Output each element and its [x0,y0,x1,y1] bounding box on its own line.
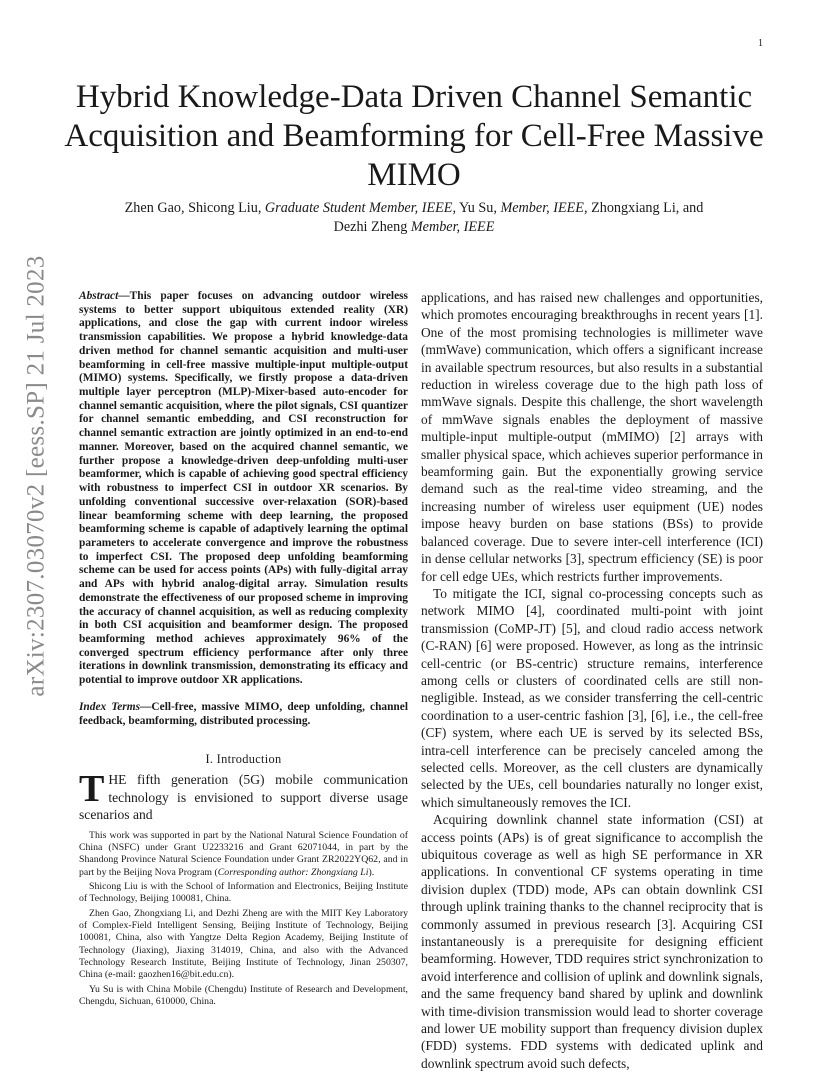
author-list [80,199,748,237]
body-paragraph: Acquiring downlink channel state information (CSI) at access points (APs) is of great significance to accomplish the ubiquitous coverage as well as high SE performance in XR applications. In conventional CF systems operating in time division duplex (TDD) mode, APs can obtain downlink CSI through uplink training thanks to the channel reciprocity that is commonly assumed in previous research [3]. Acquiring CSI instantaneously is a prerequisite for designing efficient beamforming. However, TDD requires strict synchronization to avoid interference and collision of uplink and downlink signals, and the same frequency band shared by uplink and downlink with time-division transmission would lead to shorter coverage and lower UE mobility support than frequency division duplex (FDD) systems. FDD systems with dedicated uplink and downlink spectrum avoid such defects, [421,812,763,1071]
footnote-text: This work was supported in part by the National Natural Science Foundation of China (NSFC) under Grant U2233216 and Grant 62071044, in part by the Shandong Province Natural Science Foundation under Grant ZR2022YQ62, and in part by the Beijing Nova Program ( [79,830,408,878]
author-names: , Zhongxiang Li, and [583,200,704,216]
abstract-text: —This paper focuses on advancing outdoor wireless systems to better support ubiquitous extended reality (XR) applications, and close the gap with current indoor wireless transmission capabilities. We propose a hybrid knowledge-data driven method for channel semantic acquisition and multi-user beamforming in cell-free massive multiple-input multiple-output (MIMO) systems. Specifically, we firstly propose a data-driven multiple layer perceptron (MLP)-Mixer-based auto-encoder for channel semantic acquisition, where the pilot signals, CSI quantizer for channel semantic embedding, and CSI reconstruction for channel semantic extraction are jointly optimized in an end-to-end manner. Moreover, based on the acquired channel semantic, we further propose a knowledge-driven deep-unfolding multi-user beamformer, which is capable of achieving good spectral efficiency with robustness to imperfect CSI in outdoor XR scenarios. By unfolding conventional successive over-relaxation (SOR)-based linear beamforming scheme with deep learning, the proposed beamforming scheme is capable of adaptively learning the optimal parameters to accelerate convergence and improve the robustness to imperfect CSI. The proposed deep unfolding beamforming scheme can be used for access points (APs) with fully-digital array and APs with hybrid analog-digital array. Simulation results demonstrate the effectiveness of our proposed scheme in improving the accuracy of channel acquisition, as well as reducing complexity in both CSI acquisition and beamformer design. The proposed beamforming method achieves approximately 96% of the converged spectrum efficiency performance after only three iterations in downlink transmission, demonstrating its efficacy and potential to improve outdoor XR applications. [79,290,408,687]
page-number: 1 [758,38,763,49]
footnote-affiliation: Shicong Liu is with the School of Information and Electronics, Beijing Institute of Technology, Beijing 100081, China. [79,881,408,905]
intro-paragraph [79,768,408,824]
author-names: Zhen Gao, Shicong Liu, [124,200,265,216]
index-terms [79,700,408,728]
index-terms-text: —Cell-free, massive MIMO, deep unfolding, channel feedback, beamforming, distributed processing. [79,701,408,727]
right-column [421,289,763,1072]
author-line-2 [80,218,748,237]
author-line-1 [80,199,748,218]
footnotes [79,830,408,1010]
footnote-corresponding: Corresponding author: Zhongxiang Li [217,866,369,878]
drop-cap: T [79,768,105,810]
section-heading: I. Introduction [205,752,282,766]
arxiv-identifier-text: arXiv:2307.03070v2 [eess.SP] 21 Jul 2023 [23,255,50,697]
author-affiliation: Graduate Student Member, IEEE [264,200,453,216]
abstract [79,290,408,688]
footnote-funding [79,830,408,879]
author-names: Dezhi Zheng [333,219,411,235]
footnote-affiliation: Zhen Gao, Zhongxiang Li, and Dezhi Zheng are with the MIIT Key Laboratory of Complex-Field Intelligent Sensing, Beijing Institute of Technology, Beijing 100081, China, also with Yangtze Delta Region Academy, Beijing Institute of Technology (Jiaxing), Jiaxing 314019, China, and also with the Advanced Technology Research Institute, Beijing Institute of Technology, Jinan 250307, China (e-mail: gaozhen16@bit.edu.cn). [79,908,408,981]
body-paragraph: applications, and has raised new challenges and opportunities, which promotes encouraging breakthroughs in recent years [1]. One of the most promising technologies is millimeter wave (mmWave) communication, which offers a significant increase in available spectrum resources, but also results in a substantial reduction in wireless coverage due to the high path loss of mmWave signals. Despite this challenge, the short wavelength of mmWave signals enables the deployment of massive multiple-input multiple-output (mMIMO) [2] arrays with smaller physical space, which achieves superior performance in beamforming gain. But the exponentially growing service demand such as the real-time video streaming, and the increasing number of wireless user equipment (UE) nodes impose heavy burden on base stations (BSs) to provide balanced coverage. Due to severe inter-cell interference (ICI) in dense cellular networks [3], spectrum efficiency (SE) is poor for cell edge UEs, which restricts further improvements. [421,290,763,584]
abstract-label: Abstract [79,290,119,302]
paper-title: Hybrid Knowledge-Data Driven Channel Semantic Acquisition and Beamforming for Cell-Free Massive MIMO [64,79,764,193]
author-names: , Yu Su, [452,200,501,216]
footnote-text: ). [368,866,375,878]
index-terms-label: Index Terms [79,701,141,713]
author-affiliation: Member, IEEE [410,219,495,235]
arxiv-identifier [18,255,56,697]
author-affiliation: Member, IEEE [500,200,584,216]
body-paragraph: To mitigate the ICI, signal co-processing concepts such as network MIMO [4], coordinated multi-point with joint transmission (CoMP-JT) [5], and cloud radio access network (C-RAN) [6] were proposed. However, as long as the intrinsic cell-centric (or BS-centric) structure remains, interference among cells or clusters of coordinated cells are still non-negligible. Instead, as we consider transferring the cell-centric coordination to a user-centric fashion [3], [6], i.e., the cell-free (CF) system, where each UE is served by its selected BSs, intra-cell interference can be precisely canceled among the selected cells. Moreover, as the cell clusters are dynamically selected by the UEs, cell boundaries naturally no longer exist, which simultaneously removes the ICI. [421,585,763,810]
intro-text: HE fifth generation (5G) mobile communication technology is envisioned to support diverse usage scenarios and [79,772,408,822]
footnote-affiliation: Yu Su is with China Mobile (Chengdu) Institute of Research and Development, Chengdu, Sichuan, 610000, China. [79,983,408,1007]
